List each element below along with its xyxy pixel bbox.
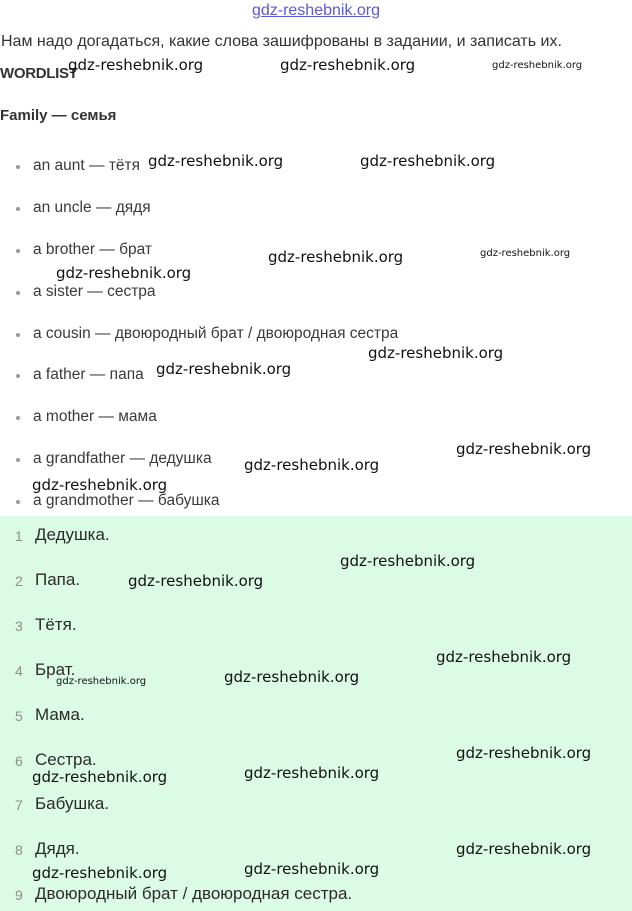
watermark: gdz-reshebnik.org [268, 248, 404, 266]
watermark: gdz-reshebnik.org [244, 456, 380, 474]
answer-text: Мама. [35, 705, 85, 724]
answer-text: Дедушка. [35, 525, 110, 544]
answer-row [0, 793, 632, 817]
answer-text: Папа. [35, 570, 81, 589]
answer-number: 9 [15, 887, 23, 903]
answer-row [0, 569, 632, 593]
watermark: gdz-reshebnik.org [360, 152, 496, 170]
watermark: gdz-reshebnik.org [148, 152, 284, 170]
watermark: gdz-reshebnik.org [340, 552, 476, 570]
answer-number: 7 [15, 797, 23, 813]
answer-number: 2 [15, 573, 23, 589]
watermark: gdz-reshebnik.org [456, 440, 592, 458]
watermark: gdz-reshebnik.org [68, 56, 204, 74]
wordlist-heading: WORDLIST [0, 65, 78, 82]
answer-text: Тётя. [35, 615, 77, 634]
watermark: gdz-reshebnik.org [56, 676, 147, 687]
watermark: gdz-reshebnik.org [224, 668, 360, 686]
answer-text: Дядя. [35, 839, 80, 858]
watermark: gdz-reshebnik.org [128, 572, 264, 590]
watermark: gdz-reshebnik.org [32, 476, 168, 494]
bullet-icon [16, 333, 20, 337]
watermark: gdz-reshebnik.org [456, 840, 592, 858]
answer-number: 5 [15, 708, 23, 724]
watermark: gdz-reshebnik.org [436, 648, 572, 666]
bullet-icon [16, 207, 20, 211]
watermark: gdz-reshebnik.org [368, 344, 504, 362]
watermark: gdz-reshebnik.org [280, 56, 416, 74]
answer-number: 8 [15, 842, 23, 858]
site-link[interactable]: gdz-reshebnik.org [251, 2, 381, 19]
watermark: gdz-reshebnik.org [456, 744, 592, 762]
watermark: gdz-reshebnik.org [492, 60, 583, 71]
answer-number: 6 [15, 753, 23, 769]
watermark: gdz-reshebnik.org [32, 768, 168, 786]
intro-text: Нам надо догадаться, какие слова зашифрованы в задании, и записать их. [1, 33, 562, 50]
watermark: gdz-reshebnik.org [480, 248, 571, 259]
watermark: gdz-reshebnik.org [244, 860, 380, 878]
bullet-icon [16, 165, 20, 169]
bullet-icon [16, 500, 20, 504]
answer-text: Двоюродный брат / двоюродная сестра. [35, 884, 353, 903]
answer-text: Сестра. [35, 750, 97, 769]
answer-row [0, 614, 632, 638]
answer-number: 4 [15, 663, 23, 679]
answer-row [0, 883, 632, 907]
answer-number: 1 [15, 528, 23, 544]
answer-text: Брат. [35, 660, 76, 679]
watermark: gdz-reshebnik.org [56, 264, 192, 282]
watermark: gdz-reshebnik.org [32, 864, 168, 882]
answer-number: 3 [15, 618, 23, 634]
bullet-icon [16, 458, 20, 462]
bullet-icon [16, 416, 20, 420]
answer-text: Бабушка. [35, 794, 110, 813]
bullet-icon [16, 249, 20, 253]
section-heading: Family — семья [0, 107, 117, 124]
answer-row [0, 704, 632, 728]
answer-row [0, 524, 632, 548]
bullet-icon [16, 374, 20, 378]
bullet-icon [16, 291, 20, 295]
watermark: gdz-reshebnik.org [244, 764, 380, 782]
watermark: gdz-reshebnik.org [156, 360, 292, 378]
